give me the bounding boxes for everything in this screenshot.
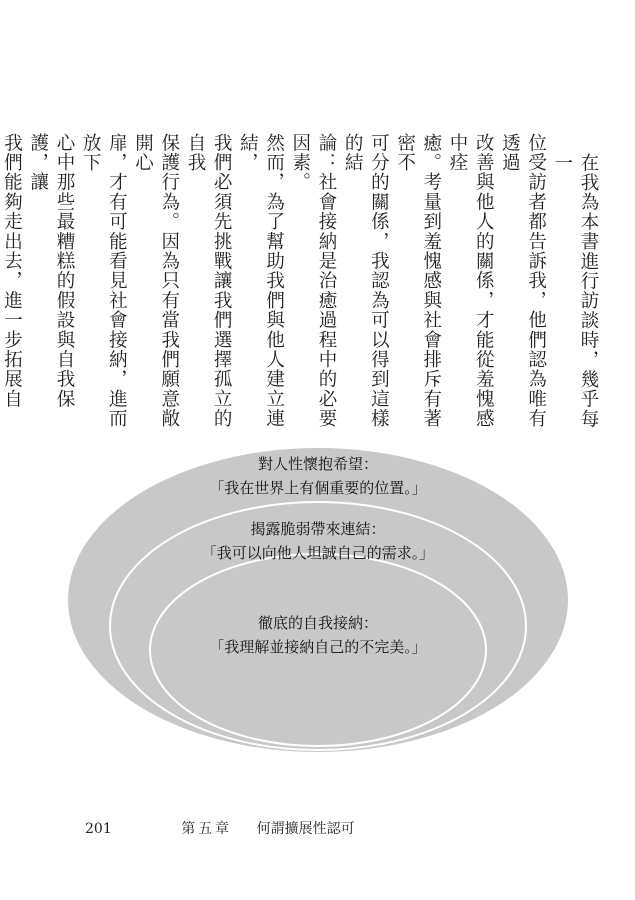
text-line: 心中那些最糟糕的假設與自我保護，讓	[27, 133, 75, 409]
text-line: 可分的關係，我認為可以得到這樣的結	[342, 133, 390, 429]
text-line: 我們能夠走出去，進一步拓展自	[1, 133, 23, 409]
text-line: 我們必須先挑戰讓我們選擇孤立的自我	[184, 133, 233, 429]
paragraph-2	[0, 133, 287, 433]
page-footer	[85, 818, 355, 838]
text-line: 癒。考量到羞愧感與社會排斥有著密不	[394, 133, 442, 429]
chapter-title: 何謂擴展性認可	[256, 821, 355, 837]
acceptance-diagram	[0, 430, 635, 760]
text-line: 扉，才有可能看見社會接納，進而放下	[80, 133, 128, 429]
text-line: 保護行為。因為只有當我們願意敞開心	[132, 133, 180, 429]
chapter-label: 第五章	[181, 821, 233, 837]
text-line: 在我為本書進行訪談時，幾乎每一	[551, 153, 599, 429]
text-line: 然而，為了幫助我們與他人建立連結，	[237, 133, 285, 429]
text-line: 改善與他人的關係，才能從羞愧感中痊	[446, 133, 495, 429]
page-number: 201	[85, 821, 112, 837]
text-line: 位受訪者都告訴我，他們認為唯有透過	[499, 133, 547, 429]
middle-quote: 「我可以向他人坦誠自己的需求。」	[201, 544, 435, 562]
text-line: 論：社會接納是治癒過程中的必要因素。	[289, 133, 337, 429]
outer-quote: 「我在世界上有個重要的位置。」	[209, 479, 427, 497]
middle-title: 揭露脆弱帶來連結：	[250, 520, 386, 538]
inner-title: 徹底的自我接納：	[257, 614, 379, 632]
inner-quote: 「我理解並接納自己的不完美。」	[209, 638, 427, 656]
body-text	[1, 133, 601, 433]
outer-title: 對人性懷抱希望：	[257, 455, 379, 473]
paragraph-1	[287, 133, 601, 433]
